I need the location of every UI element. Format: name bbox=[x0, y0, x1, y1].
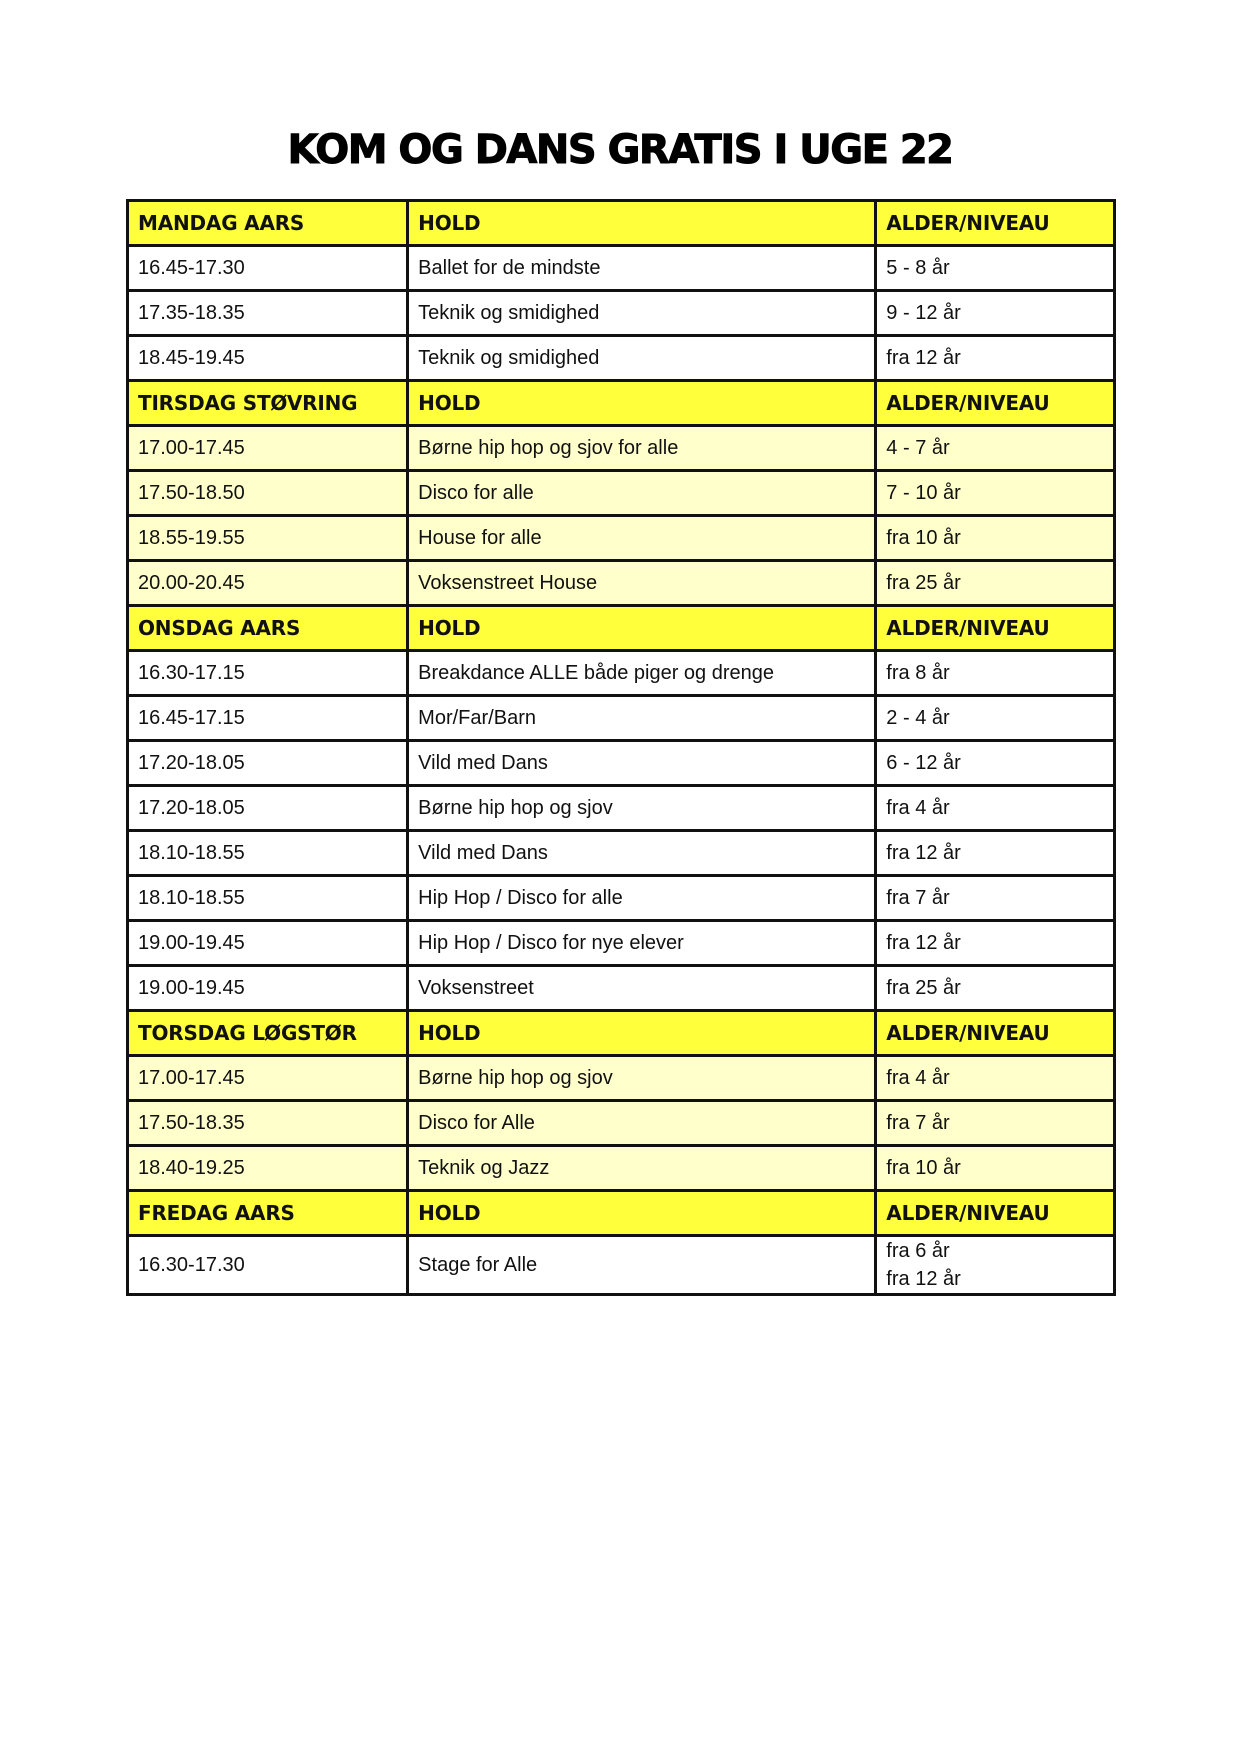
age-cell: fra 12 år bbox=[876, 336, 1115, 381]
hold-cell: Teknik og Jazz bbox=[408, 1146, 876, 1191]
time-cell: 18.10-18.55 bbox=[128, 831, 408, 876]
hold-cell: Voksenstreet House bbox=[408, 561, 876, 606]
time-cell: 19.00-19.45 bbox=[128, 966, 408, 1011]
age-cell: fra 8 år bbox=[876, 651, 1115, 696]
age-cell: 5 - 8 år bbox=[876, 246, 1115, 291]
age-cell: fra 25 år bbox=[876, 966, 1115, 1011]
section-header-row bbox=[128, 1191, 1115, 1236]
age-cell: 9 - 12 år bbox=[876, 291, 1115, 336]
hold-header-cell: HOLD bbox=[408, 1191, 876, 1236]
section-header-row bbox=[128, 1011, 1115, 1056]
schedule-table bbox=[126, 199, 1116, 1296]
age-cell: 7 - 10 år bbox=[876, 471, 1115, 516]
age-header-cell: ALDER/NIVEAU bbox=[876, 1191, 1115, 1236]
hold-cell: Børne hip hop og sjov for alle bbox=[408, 426, 876, 471]
table-row bbox=[128, 1101, 1115, 1146]
time-cell: 17.00-17.45 bbox=[128, 426, 408, 471]
time-cell: 17.35-18.35 bbox=[128, 291, 408, 336]
time-cell: 17.20-18.05 bbox=[128, 741, 408, 786]
hold-cell: Vild med Dans bbox=[408, 831, 876, 876]
table-row bbox=[128, 1236, 1115, 1295]
hold-cell: Mor/Far/Barn bbox=[408, 696, 876, 741]
page-title: KOM OG DANS GRATIS I UGE 22 bbox=[287, 127, 953, 173]
day-header-cell: MANDAG AARS bbox=[128, 201, 408, 246]
time-cell: 16.45-17.30 bbox=[128, 246, 408, 291]
table-row bbox=[128, 426, 1115, 471]
hold-cell: Disco for Alle bbox=[408, 1101, 876, 1146]
time-cell: 18.10-18.55 bbox=[128, 876, 408, 921]
hold-cell: Breakdance ALLE både piger og drenge bbox=[408, 651, 876, 696]
age-cell: fra 25 år bbox=[876, 561, 1115, 606]
table-row bbox=[128, 741, 1115, 786]
hold-header-cell: HOLD bbox=[408, 381, 876, 426]
age-header-cell: ALDER/NIVEAU bbox=[876, 201, 1115, 246]
time-cell: 18.45-19.45 bbox=[128, 336, 408, 381]
hold-cell: Børne hip hop og sjov bbox=[408, 786, 876, 831]
age-cell: 6 - 12 år bbox=[876, 741, 1115, 786]
table-row bbox=[128, 876, 1115, 921]
time-cell: 18.40-19.25 bbox=[128, 1146, 408, 1191]
age-cell: fra 10 år bbox=[876, 516, 1115, 561]
table-row bbox=[128, 651, 1115, 696]
age-line: fra 6 år bbox=[886, 1240, 950, 1262]
hold-cell: Teknik og smidighed bbox=[408, 291, 876, 336]
age-cell bbox=[876, 1236, 1115, 1295]
hold-cell: Vild med Dans bbox=[408, 741, 876, 786]
age-cell: fra 4 år bbox=[876, 786, 1115, 831]
day-header-cell: ONSDAG AARS bbox=[128, 606, 408, 651]
day-header-cell: TORSDAG LØGSTØR bbox=[128, 1011, 408, 1056]
age-header-cell: ALDER/NIVEAU bbox=[876, 606, 1115, 651]
day-header-cell: TIRSDAG STØVRING bbox=[128, 381, 408, 426]
table-row bbox=[128, 336, 1115, 381]
hold-cell: House for alle bbox=[408, 516, 876, 561]
hold-cell: Disco for alle bbox=[408, 471, 876, 516]
age-cell: fra 4 år bbox=[876, 1056, 1115, 1101]
age-line: fra 12 år bbox=[886, 1268, 961, 1290]
hold-header-cell: HOLD bbox=[408, 201, 876, 246]
age-header-cell: ALDER/NIVEAU bbox=[876, 381, 1115, 426]
table-row bbox=[128, 516, 1115, 561]
table-row bbox=[128, 1146, 1115, 1191]
age-cell: 4 - 7 år bbox=[876, 426, 1115, 471]
hold-cell: Stage for Alle bbox=[408, 1236, 876, 1295]
day-header-cell: FREDAG AARS bbox=[128, 1191, 408, 1236]
hold-cell: Voksenstreet bbox=[408, 966, 876, 1011]
table-row bbox=[128, 1056, 1115, 1101]
hold-cell: Ballet for de mindste bbox=[408, 246, 876, 291]
time-cell: 19.00-19.45 bbox=[128, 921, 408, 966]
time-cell: 17.50-18.35 bbox=[128, 1101, 408, 1146]
table-row bbox=[128, 471, 1115, 516]
section-header-row bbox=[128, 201, 1115, 246]
age-cell: fra 7 år bbox=[876, 876, 1115, 921]
age-cell: fra 12 år bbox=[876, 921, 1115, 966]
age-cell: fra 7 år bbox=[876, 1101, 1115, 1146]
time-cell: 16.30-17.30 bbox=[128, 1236, 408, 1295]
age-cell: 2 - 4 år bbox=[876, 696, 1115, 741]
hold-header-cell: HOLD bbox=[408, 1011, 876, 1056]
time-cell: 17.50-18.50 bbox=[128, 471, 408, 516]
time-cell: 16.30-17.15 bbox=[128, 651, 408, 696]
table-row bbox=[128, 696, 1115, 741]
table-row bbox=[128, 966, 1115, 1011]
schedule-body bbox=[128, 201, 1115, 1295]
age-cell: fra 10 år bbox=[876, 1146, 1115, 1191]
hold-cell: Børne hip hop og sjov bbox=[408, 1056, 876, 1101]
table-row bbox=[128, 561, 1115, 606]
time-cell: 17.00-17.45 bbox=[128, 1056, 408, 1101]
time-cell: 16.45-17.15 bbox=[128, 696, 408, 741]
age-cell: fra 12 år bbox=[876, 831, 1115, 876]
section-header-row bbox=[128, 606, 1115, 651]
hold-cell: Teknik og smidighed bbox=[408, 336, 876, 381]
time-cell: 17.20-18.05 bbox=[128, 786, 408, 831]
time-cell: 18.55-19.55 bbox=[128, 516, 408, 561]
table-row bbox=[128, 921, 1115, 966]
section-header-row bbox=[128, 381, 1115, 426]
table-row bbox=[128, 246, 1115, 291]
hold-header-cell: HOLD bbox=[408, 606, 876, 651]
table-row bbox=[128, 291, 1115, 336]
table-row bbox=[128, 831, 1115, 876]
time-cell: 20.00-20.45 bbox=[128, 561, 408, 606]
hold-cell: Hip Hop / Disco for alle bbox=[408, 876, 876, 921]
table-row bbox=[128, 786, 1115, 831]
hold-cell: Hip Hop / Disco for nye elever bbox=[408, 921, 876, 966]
age-header-cell: ALDER/NIVEAU bbox=[876, 1011, 1115, 1056]
